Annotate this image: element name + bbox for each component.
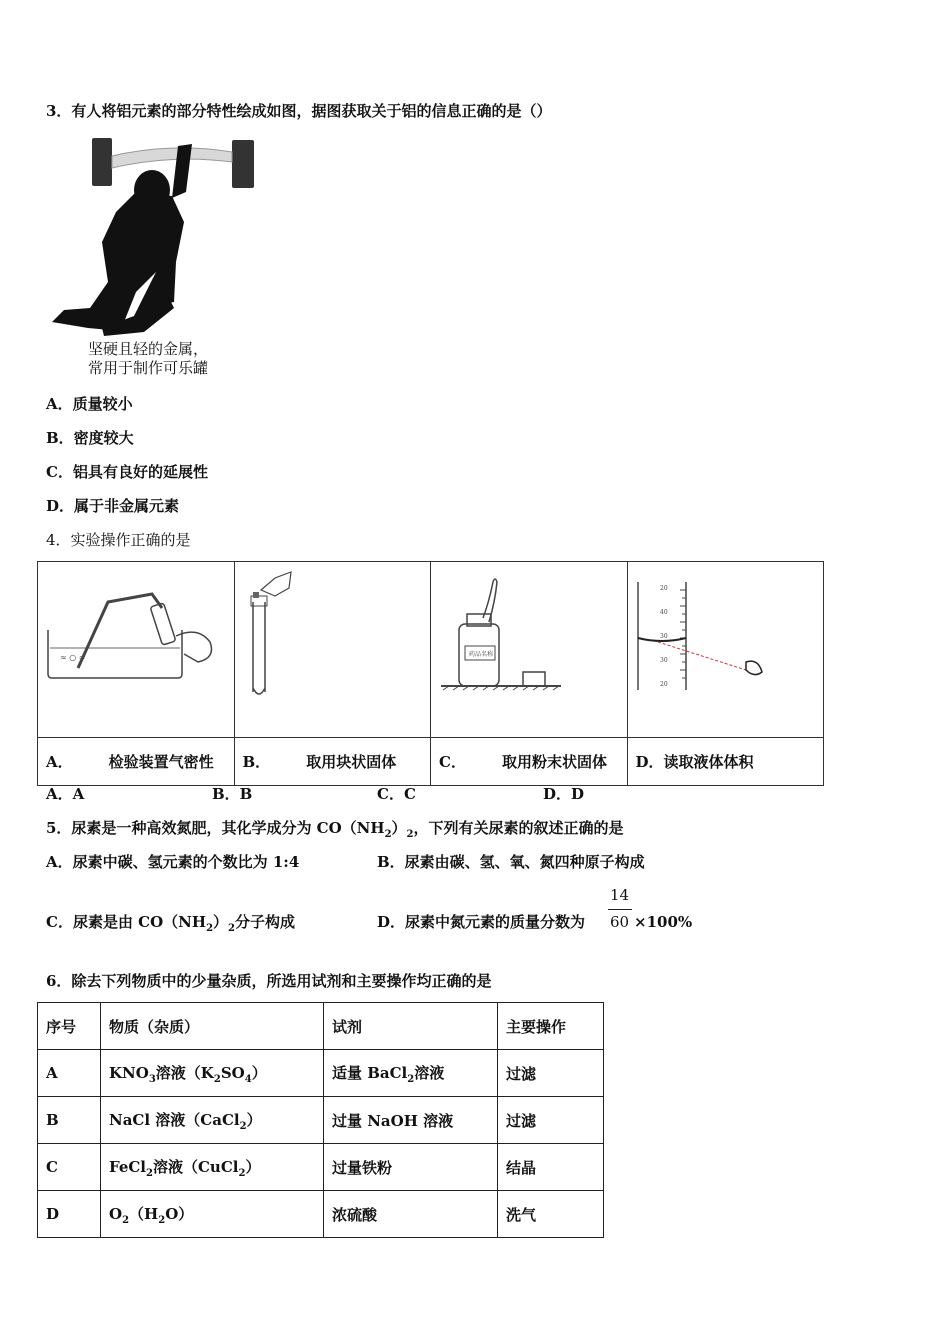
q4-stem: 4．实验操作正确的是 (46, 531, 191, 549)
q3-stem: 3．有人将铝元素的部分特性绘成如图，据图获取关于铝的信息正确的是（） (46, 102, 552, 120)
header-cell: 试剂 (324, 1003, 498, 1050)
powder-solid-illustration (431, 562, 626, 733)
tick-label-3: 30 (659, 633, 668, 640)
row-operation: 过滤 (498, 1097, 604, 1144)
row-substance: $KNO_3$溶液$(K_2SO_4)$ (101, 1050, 324, 1097)
weightlifter-figure (44, 132, 264, 340)
figure-d-label: D．读取液体体积 (627, 738, 824, 786)
svg-text:≈ ○ ≈: ≈ ○ ≈ (60, 653, 86, 662)
q4-option-c: C．C (377, 785, 416, 803)
q5-option-d: D．尿素中氮元素的质量分数为 (377, 913, 586, 931)
table-row (38, 1144, 604, 1191)
row-operation: 过滤 (498, 1050, 604, 1097)
block-solid-illustration (235, 562, 430, 733)
figure-c-cell (431, 562, 628, 738)
caption-line-1: 坚硬且轻的金属， (88, 340, 209, 358)
q4-option-d: D．D (543, 785, 585, 803)
row-reagent: 适量 BaCl$_2$溶液 (324, 1050, 498, 1097)
q4-option-a: A．A (46, 785, 85, 803)
row-substance: $O_2(H_2O)$ (101, 1191, 324, 1238)
q6-table (37, 1002, 604, 1238)
caption-line-2: 常用于制作可乐罐 (88, 359, 209, 377)
fraction-bar (608, 909, 632, 910)
row-id: A (38, 1050, 101, 1097)
q4-option-b: B．B (212, 785, 253, 803)
q3-option-a: A．质量较小 (46, 395, 133, 413)
tick-label-4: 30 (659, 657, 668, 664)
q6-stem: 6．除去下列物质中的少量杂质，所选用试剂和主要操作均正确的是 (46, 972, 492, 990)
fraction-suffix: ×100% (634, 913, 693, 931)
table-row (38, 1050, 604, 1097)
table-header-row (38, 1003, 604, 1050)
row-id: D (38, 1191, 101, 1238)
q5-option-a: A．尿素中碳、氢元素的个数比为 1:4 (46, 853, 300, 871)
q3-option-c: C．铝具有良好的延展性 (46, 463, 208, 481)
q3-option-b: B．密度较大 (46, 429, 134, 447)
row-reagent: 过量铁粉 (324, 1144, 498, 1191)
figure-c-label: C． 取用粉末状固体 (431, 738, 628, 786)
cylinder-reading-illustration (628, 562, 823, 733)
q3-option-d: D．属于非金属元素 (46, 497, 180, 515)
row-substance: NaCl 溶液（CaCl$_2$） (101, 1097, 324, 1144)
header-cell: 主要操作 (498, 1003, 604, 1050)
q5-option-c: C．尿素是由 $CO(NH_2)_2$分子构成 (46, 913, 296, 934)
figure-b-label: B． 取用块状固体 (234, 738, 431, 786)
bottle-label: 药品名称 (469, 651, 494, 658)
figure-caption (88, 340, 208, 378)
header-cell: 物质（杂质） (101, 1003, 324, 1050)
q5-stem: 5．尿素是一种高效氮肥，其化学成分为 $CO(NH_2)_2$，下列有关尿素的叙述正确的是 (46, 819, 624, 840)
row-operation: 洗气 (498, 1191, 604, 1238)
fraction-denominator: 60 (610, 913, 630, 931)
row-id: B (38, 1097, 101, 1144)
tick-label-2: 40 (659, 609, 668, 616)
q4-figure-table (37, 561, 824, 786)
figure-a-label: A． 检验装置气密性 (38, 738, 235, 786)
row-id: C (38, 1144, 101, 1191)
fraction-numerator: 14 (610, 886, 630, 904)
figure-a-cell (38, 562, 235, 738)
tick-label-1: 20 (659, 585, 668, 592)
figure-b-cell (234, 562, 431, 738)
header-cell: 序号 (38, 1003, 101, 1050)
tick-label-5: 20 (659, 681, 668, 688)
q5-option-b: B．尿素由碳、氢、氧、氮四种原子构成 (377, 853, 645, 871)
table-row (38, 1097, 604, 1144)
table-row (38, 1191, 604, 1238)
figure-d-cell (627, 562, 824, 738)
row-operation: 结晶 (498, 1144, 604, 1191)
row-reagent: 过量 NaOH 溶液 (324, 1097, 498, 1144)
row-reagent: 浓硫酸 (324, 1191, 498, 1238)
airtight-check-illustration (38, 562, 233, 733)
row-substance: FeCl$_2$溶液（CuCl$_2$） (101, 1144, 324, 1191)
